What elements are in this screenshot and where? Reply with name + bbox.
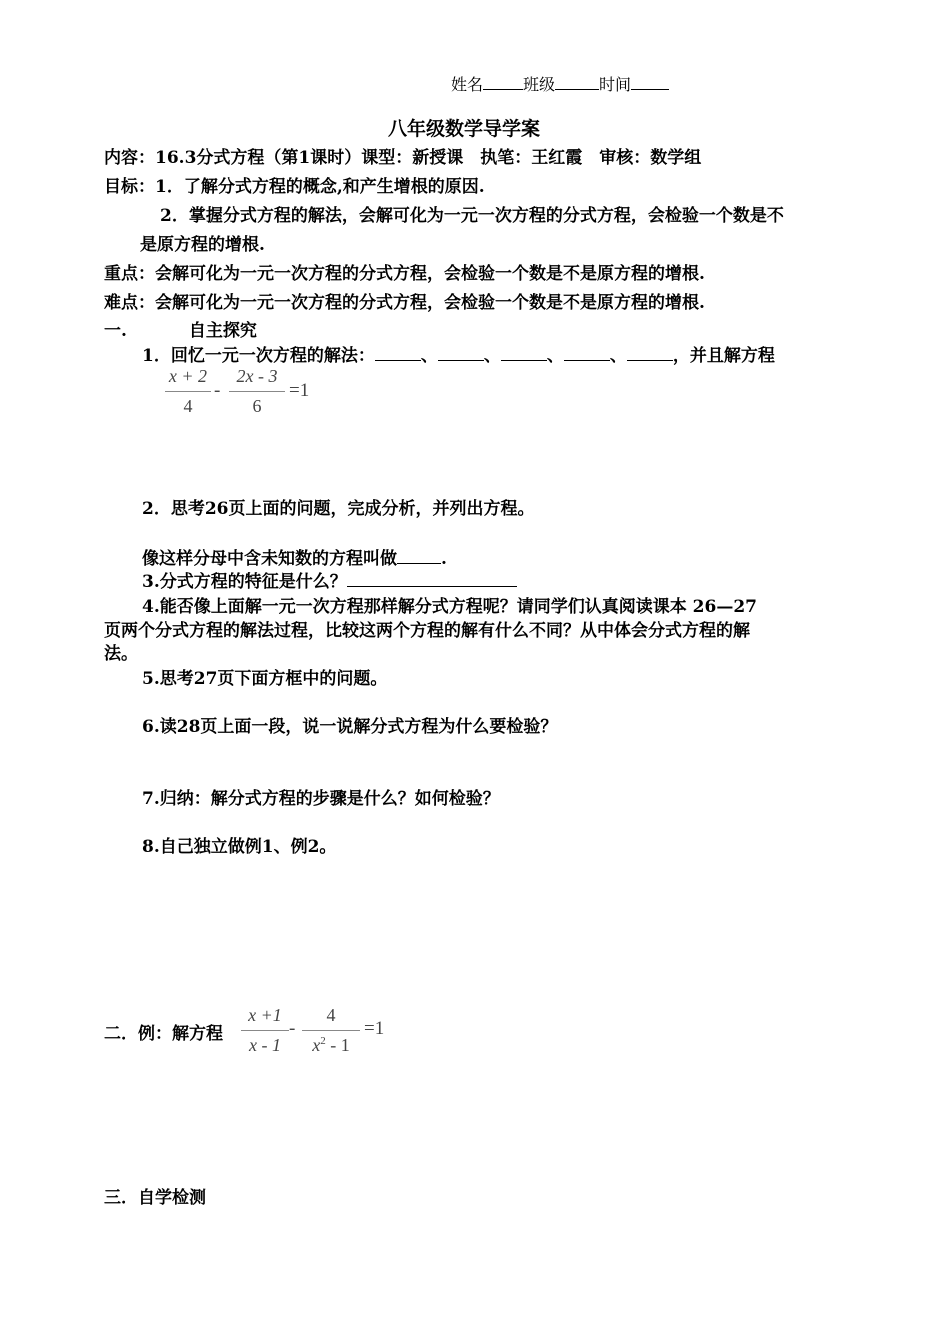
eq2-f2-numerator: 4 [326, 1005, 336, 1025]
q1-blank-1[interactable] [375, 346, 421, 361]
eq1-f1-denominator: 4 [183, 396, 193, 416]
eq1-f2-denominator: 6 [252, 396, 262, 416]
question-3 [142, 567, 517, 592]
q1-sep: 、 [420, 346, 438, 366]
page-title: 八年级数学导学案 [388, 118, 541, 140]
eq2-f1-numerator: x +1 [248, 1005, 282, 1025]
eq1-f2-numerator: 2x - 3 [236, 366, 278, 386]
eq1-rhs: =1 [289, 380, 310, 401]
eq1-fraction-2 [229, 366, 285, 418]
q1-sep: 、 [546, 346, 564, 366]
eq1-f1-bar [165, 391, 211, 392]
q2-blank[interactable] [397, 549, 441, 564]
meta-line: 内容：16.3分式方程（第1课时）课型：新授课 执笔：王红霞 审核：数学组 [104, 148, 702, 168]
question-5: 5.思考27页下面方框中的问题。 [142, 669, 388, 689]
section3-label: 三．自学检测 [104, 1188, 206, 1208]
objective-2-line1: 2．掌握分式方程的解法，会解可化为一元一次方程的分式方程，会检验一个数是不 [160, 206, 784, 226]
eq1-fraction-1 [165, 366, 211, 418]
q1-sep: 、 [483, 346, 501, 366]
eq2-f2-den-rest: - 1 [325, 1035, 350, 1055]
eq2-f2-den-base: x [312, 1035, 321, 1055]
q2-note-end: . [441, 549, 447, 569]
objectives-label: 目标： [104, 177, 155, 197]
student-info-header [451, 72, 669, 95]
question-8: 8.自己独立做例1、例2。 [142, 837, 337, 857]
q1-blank-4[interactable] [564, 346, 610, 361]
eq2-f1-denominator: x - 1 [249, 1035, 281, 1055]
objective-1: 1．了解分式方程的概念,和产生增根的原因. [155, 177, 485, 197]
eq1-minus: - [214, 380, 221, 401]
question-4-line3: 法。 [104, 644, 138, 664]
q3-text: 3.分式方程的特征是什么？ [142, 572, 347, 592]
eq2-fraction-2 [302, 1005, 360, 1057]
section1-title: 自主探究 [188, 321, 257, 341]
eq1-f2-bar [229, 391, 285, 392]
question-2: 2．思考26页上面的问题，完成分析，并列出方程。 [142, 499, 535, 519]
q2-note-text: 像这样分母中含未知数的方程叫做 [142, 549, 397, 569]
class-blank[interactable] [555, 75, 599, 90]
eq2-minus: - [289, 1018, 296, 1039]
eq2-f2-den-exponent: 2 [320, 1035, 326, 1047]
time-label: 时间 [599, 75, 632, 94]
q1-blank-5[interactable] [627, 346, 673, 361]
q1-blank-3[interactable] [501, 346, 547, 361]
eq2-fraction-1 [241, 1005, 289, 1057]
time-blank[interactable] [631, 75, 669, 90]
eq2-rhs: =1 [364, 1018, 385, 1039]
eq1-f1-numerator: x + 2 [168, 366, 208, 386]
question-7: 7.归纳：解分式方程的步骤是什么？如何检验？ [142, 789, 500, 809]
name-blank[interactable] [483, 75, 523, 90]
name-label: 姓名 [451, 75, 484, 94]
q1-suffix: ，并且解方程 [672, 346, 775, 366]
question-4-line2: 页两个分式方程的解法过程，比较这两个方程的解有什么不同？从中体会分式方程的解 [104, 621, 750, 641]
section1-number: 一. [104, 321, 127, 341]
question-2-note [142, 544, 447, 569]
question-4-line1: 4.能否像上面解一元一次方程那样解分式方程呢？请同学们认真阅读课本 26—27 [142, 597, 757, 617]
eq2-f2-denominator [302, 1035, 360, 1056]
difficulty: 难点：会解可化为一元一次方程的分式方程，会检验一个数是不是原方程的增根. [104, 293, 705, 313]
q1-prefix: 1．回忆一元一次方程的解法： [142, 346, 375, 366]
q3-blank[interactable] [347, 572, 517, 587]
section1-heading [104, 316, 257, 341]
eq2-f1-bar [241, 1030, 289, 1031]
question-1 [142, 341, 775, 366]
key-point: 重点：会解可化为一元一次方程的分式方程，会检验一个数是不是原方程的增根. [104, 264, 705, 284]
q1-sep: 、 [609, 346, 627, 366]
q1-blank-2[interactable] [438, 346, 484, 361]
question-6: 6.读28页上面一段，说一说解分式方程为什么要检验？ [142, 717, 558, 737]
objectives-item1 [104, 172, 485, 197]
section2-label: 二．例：解方程 [104, 1024, 223, 1044]
eq2-f2-bar [302, 1030, 360, 1031]
class-label: 班级 [523, 75, 556, 94]
objective-2-line2: 是原方程的增根. [140, 235, 265, 255]
